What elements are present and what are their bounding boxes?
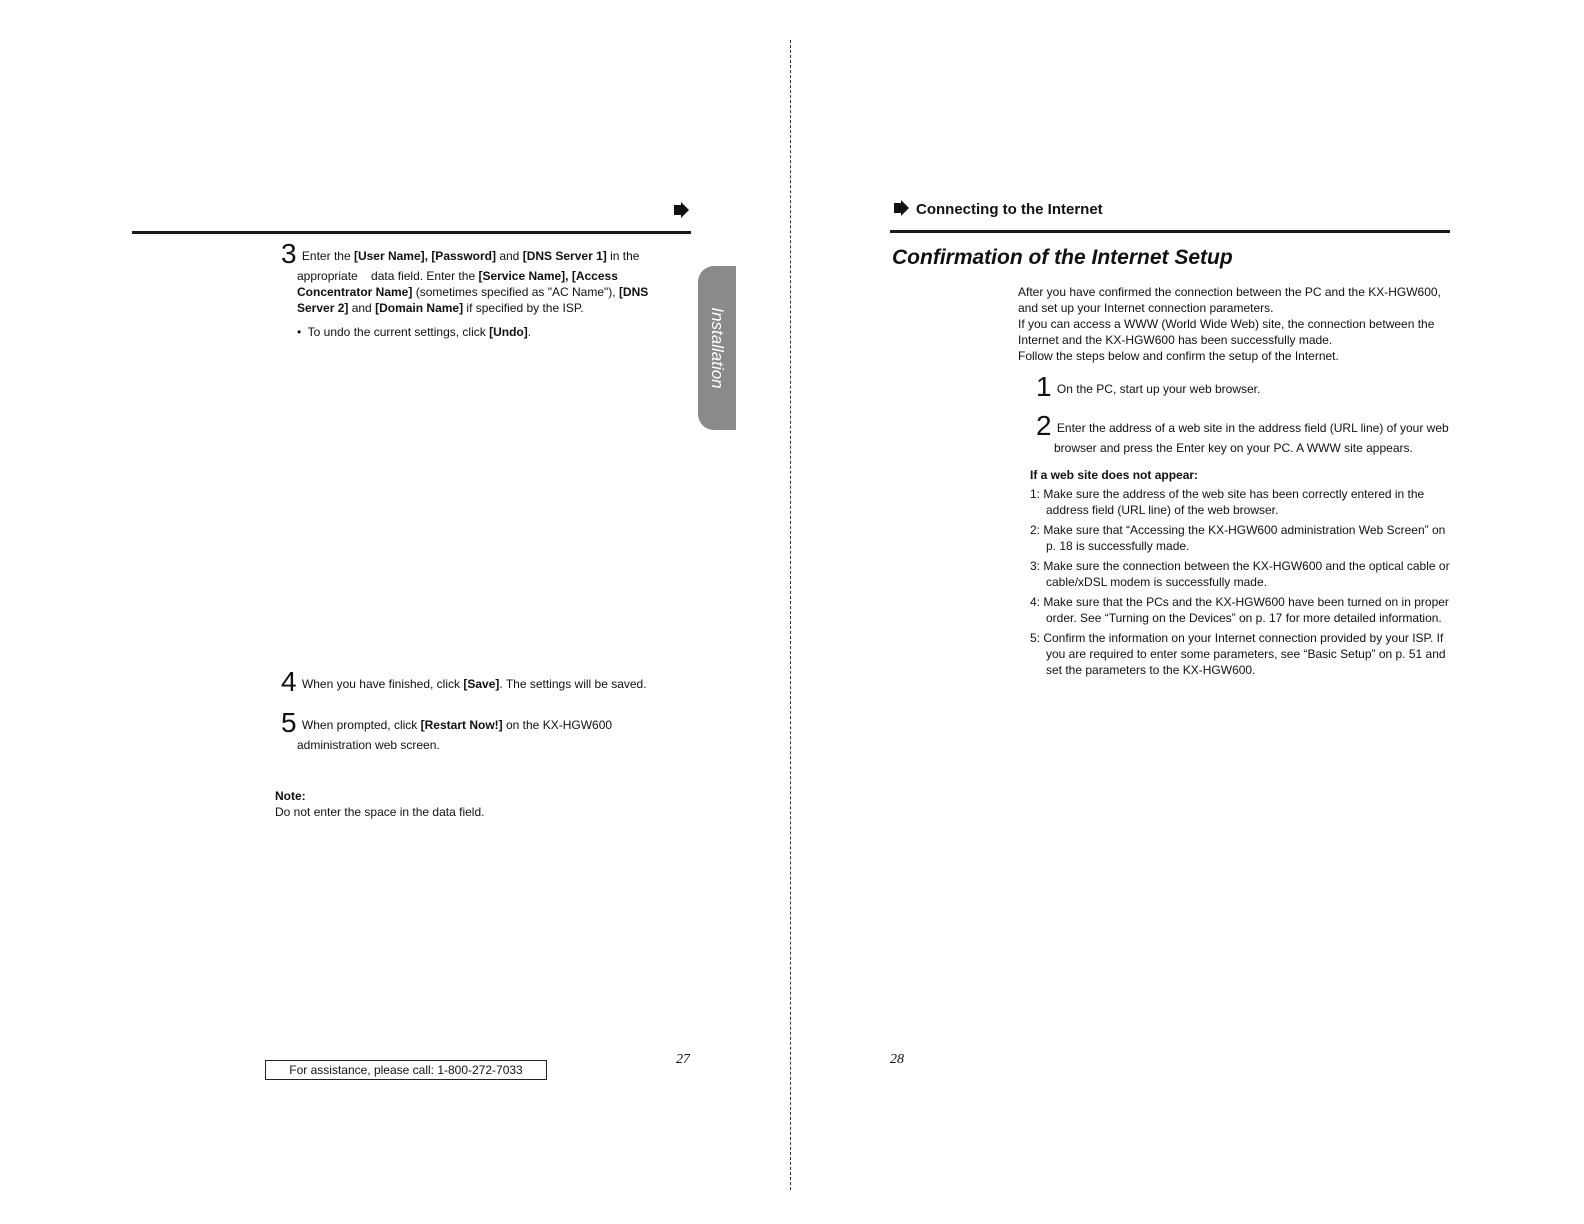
right-step-2 <box>1036 412 1472 456</box>
continue-arrow-icon <box>672 202 690 223</box>
step-4 <box>281 668 691 696</box>
step-4-number: 4 <box>281 666 297 697</box>
step-5 <box>281 709 657 753</box>
step-5-number: 5 <box>281 707 297 738</box>
list-item: 3: Make sure the connection between the KX-HGW600 and the optical cable or cable/xDSL modem is successfully made. <box>1030 559 1450 589</box>
section-arrow-icon <box>892 200 910 220</box>
left-header-rule <box>132 231 691 234</box>
step-3-bold: [DNS Server 1] <box>522 249 607 263</box>
page-title: Confirmation of the Internet Setup <box>892 246 1233 269</box>
step-3-text: Enter the <box>301 249 354 263</box>
restart-now-reference: [Restart Now!] <box>420 718 503 732</box>
step-3-text: and <box>496 249 523 263</box>
step-3-text: (sometimes specified as "AC Name"), <box>412 285 619 299</box>
bullet-text-end: . <box>527 325 532 339</box>
note-title: Note: <box>275 789 306 803</box>
step-4-text-end: . The settings will be saved. <box>499 677 647 691</box>
installation-tab <box>698 266 736 430</box>
troubleshoot-list <box>1030 486 1452 682</box>
step-3-text: in the appropriate data field. Enter the <box>297 249 640 283</box>
right-step-1 <box>1036 373 1446 401</box>
list-item: 5: Confirm the information on your Internet connection provided by your ISP. If you are required to enter some parameters, see “Basic Setup” on p. 51 and set the parameters to the KX-HGW600. <box>1030 631 1446 677</box>
troubleshoot-title <box>1030 467 1198 483</box>
step-3-text: if specified by the ISP. <box>463 301 584 315</box>
step-3-bullet <box>281 324 676 340</box>
intro-line-3: Follow the steps below and confirm the setup of the Internet. <box>1018 349 1339 363</box>
right-header-rule <box>890 230 1450 233</box>
intro-block <box>1018 284 1450 364</box>
step-3-text: and <box>348 301 376 315</box>
right-step-2-number: 2 <box>1036 410 1052 441</box>
page-number-left: 27 <box>676 1052 690 1067</box>
section-header <box>892 200 1103 220</box>
step-3-bold: [User Name], [Password] <box>353 249 496 263</box>
troubleshoot-title-text: If a web site does not appear: <box>1030 468 1199 482</box>
intro-line-1: After you have confirmed the connection between the PC and the KX-HGW600, and set up your Internet connection parameters. <box>1018 285 1441 315</box>
step-3-bold: [DNS Server 2] <box>297 285 649 315</box>
step-3-bold: [Service Name], [Access Concentrator Name] <box>297 269 618 299</box>
list-item: 4: Make sure that the PCs and the KX-HGW600 have been turned on in proper order. See “Turning on the Devices” on p. 17 for more detailed information. <box>1030 595 1449 625</box>
step-3-number: 3 <box>281 238 297 269</box>
bullet-text: To undo the current settings, click <box>307 325 490 339</box>
assistance-phone-box: For assistance, please call: 1-800-272-7033 <box>265 1060 547 1080</box>
section-header-text: Connecting to the Internet <box>916 201 1103 218</box>
right-step-2-text: Enter the address of a web site in the address field (URL line) of your web browser and press the Enter key on your PC. A WWW site appears. <box>1054 421 1449 455</box>
right-step-1-text: On the PC, start up your web browser. <box>1056 382 1261 396</box>
list-item: 1: Make sure the address of the web site has been correctly entered in the address field (URL line) of the web browser. <box>1030 487 1425 517</box>
undo-reference: [Undo] <box>489 325 528 339</box>
list-item: 2: Make sure that “Accessing the KX-HGW600 administration Web Screen” on p. 18 is successfully made. <box>1030 523 1446 553</box>
page-fold-divider <box>790 40 791 1190</box>
bullet-dot-icon: • <box>297 325 302 339</box>
step-4-text: When you have finished, click <box>301 677 464 691</box>
note-block <box>275 788 675 820</box>
note-text: Do not enter the space in the data field. <box>275 805 485 819</box>
right-step-1-number: 1 <box>1036 371 1052 402</box>
installation-tab-label: Installation <box>708 307 727 389</box>
page-number-right: 28 <box>890 1052 904 1067</box>
step-5-text-end: on the KX-HGW600 administration web screen. <box>297 718 613 752</box>
step-5-text: When prompted, click <box>301 718 421 732</box>
step-3 <box>281 240 676 340</box>
save-reference: [Save] <box>463 677 500 691</box>
intro-line-2: If you can access a WWW (World Wide Web) site, the connection between the Internet and the KX-HGW600 has been successfully made. <box>1018 317 1435 347</box>
step-3-bold: [Domain Name] <box>375 301 464 315</box>
